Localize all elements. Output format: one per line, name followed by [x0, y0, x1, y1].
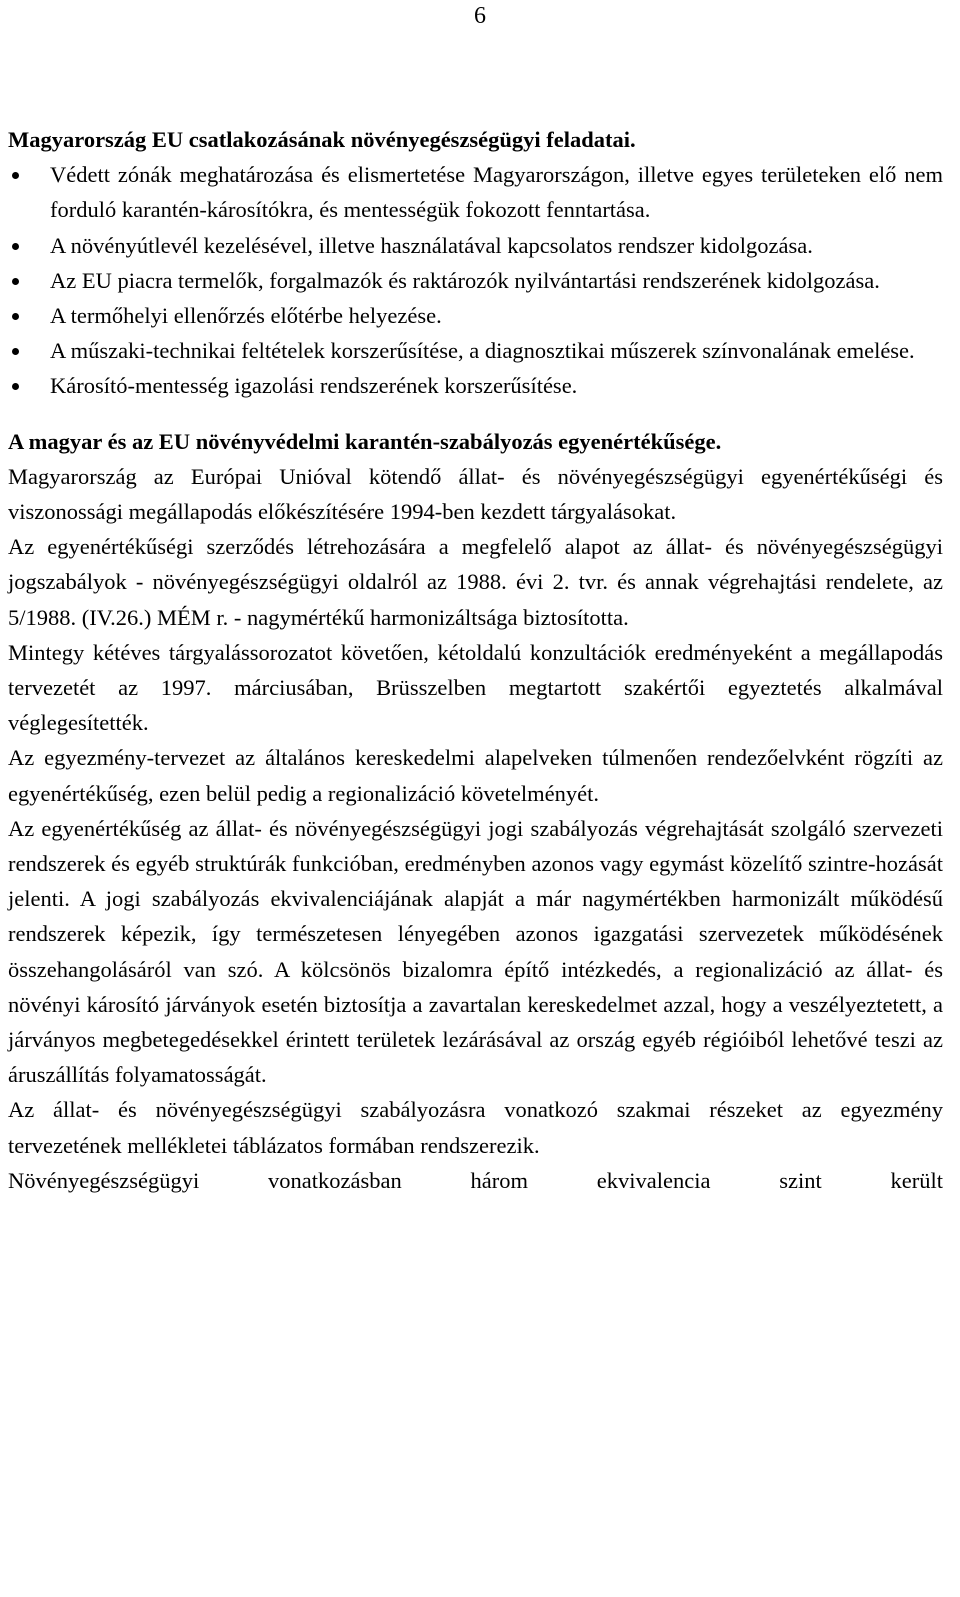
list-item: A műszaki-technikai feltételek korszerűsítése, a diagnosztikai műszerek színvonalának emelése. [8, 333, 943, 368]
paragraph: Az egyenértékűség az állat- és növényegészségügyi jogi szabályozás végrehajtását szolgáló szervezeti rendszerek és egyéb struktúrák funkcióban, eredményben azonos vagy egymást közelítő szintre-hozását jelenti. A jogi szabályozás ekvivalenciájának alapját a már nagymértékben harmonizált működésű rendszerek képezik, így természetesen lényegében azonos igazgatási szervezetek működésének összehangolásáról van szó. A kölcsönös bizalomra építő intézkedés, a regionalizáció az állat- és növényi károsító járványok esetén biztosítja a zavartalan kereskedelmet azzal, hogy a veszélyeztetett, a járványos megbetegedésekkel érintett területek lezárásával az ország egyéb régióiból lehetővé teszi az áruszállítás folyamatosságát. [8, 815, 943, 1088]
paragraph: Az állat- és növényegészségügyi szabályozásra vonatkozó szakmai részeket az egyezmény tervezetének mellékletei táblázatos formában rendszerezik. [8, 1097, 943, 1158]
paragraph: Növényegészségügyi vonatkozásban három ekvivalencia szint került [8, 1167, 943, 1193]
list-item: Védett zónák meghatározása és elismertetése Magyarországon, illetve egyes területeken elő nem forduló karantén-károsítókra, és mentességük fokozott fenntartása. [8, 157, 943, 227]
page-number: 6 [474, 3, 486, 29]
section-heading-eu-accession: Magyarország EU csatlakozásának növényegészségügyi feladatai. [8, 127, 636, 152]
section-equivalence [8, 424, 943, 1198]
paragraph: Magyarország az Európai Unióval kötendő állat- és növényegészségügyi egyenértékűségi és viszonossági megállapodás előkészítésére 1994-ben kezdett tárgyalásokat. [8, 463, 943, 525]
list-item: A növényútlevél kezelésével, illetve használatával kapcsolatos rendszer kidolgozása. [8, 228, 943, 263]
paragraph: Mintegy kétéves tárgyalássorozatot követően, kétoldalú konzultációk eredményeként a megállapodás tervezetét az 1997. márciusában, Brüsszelben megtartott szakértői egyeztetés alkalmával véglegesítették. [8, 639, 943, 736]
list-item: A termőhelyi ellenőrzés előtérbe helyezése. [8, 298, 943, 333]
task-bullet-list [8, 157, 943, 403]
paragraph: Az egyezmény-tervezet az általános kereskedelmi alapelveken túlmenően rendezőelvként rögzíti az egyenértékűség, ezen belül pedig a regionalizáció követelményét. [8, 745, 943, 806]
list-item: Az EU piacra termelők, forgalmazók és raktározók nyilvántartási rendszerének kidolgozása. [8, 263, 943, 298]
list-item: Károsító-mentesség igazolási rendszerének korszerűsítése. [8, 368, 943, 403]
document-body [8, 122, 943, 1198]
section-heading-equivalence: A magyar és az EU növényvédelmi karantén-szabályozás egyenértékűsége. [8, 428, 722, 454]
paragraph: Az egyenértékűségi szerződés létrehozására a megfelelő alapot az állat- és növényegészségügyi jogszabályok - növényegészségügyi oldalról az 1988. évi 2. tvr. és annak végrehajtási rendelete, az 5/1988. (IV.26.) MÉM r. - nagymértékű harmonizáltsága biztosította. [8, 534, 943, 630]
